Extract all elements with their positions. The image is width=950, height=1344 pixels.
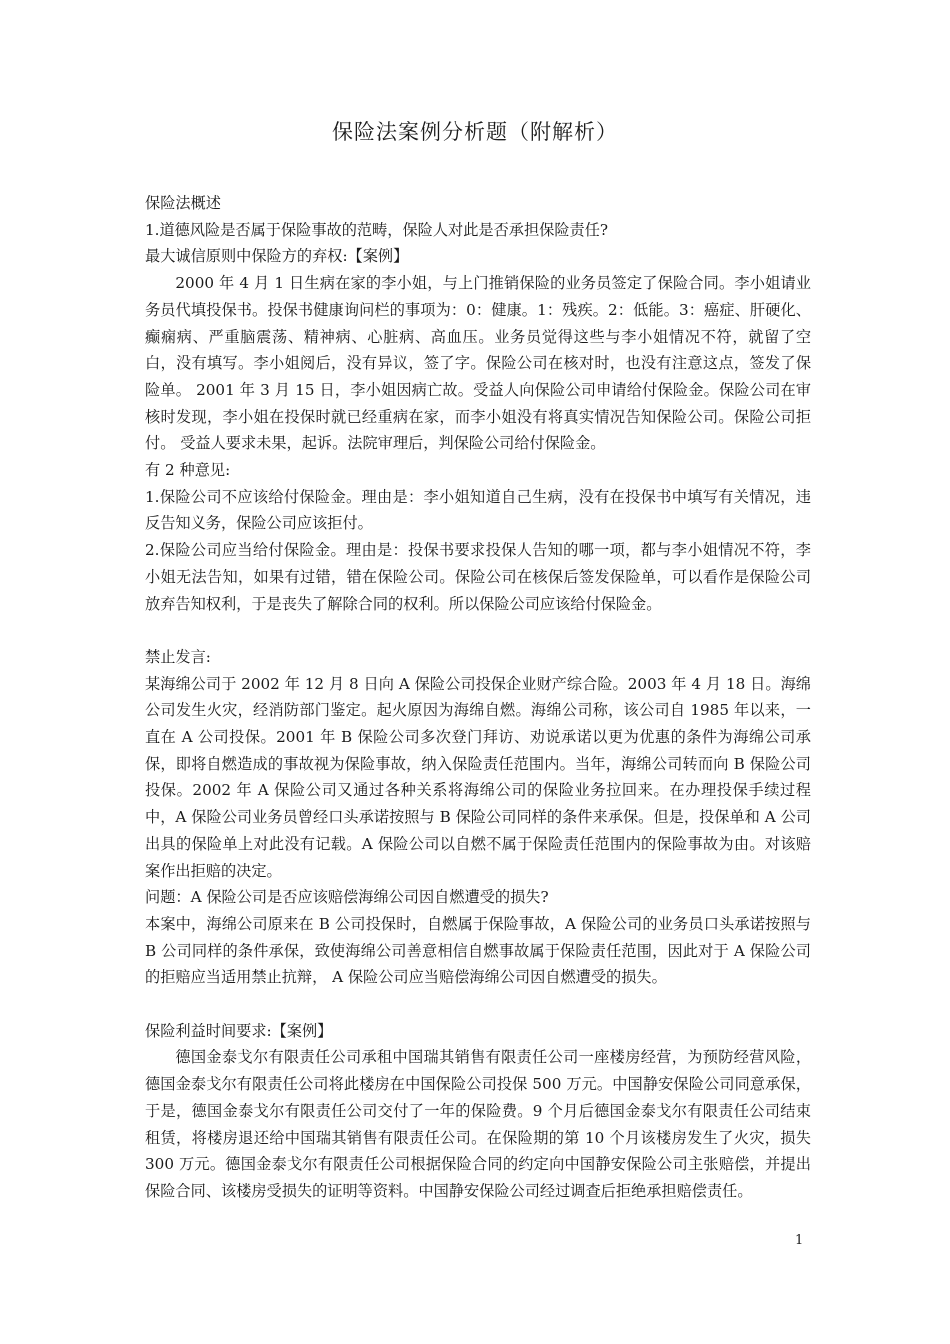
case-paragraph: 德国金泰戈尔有限责任公司承租中国瑞其销售有限责任公司一座楼房经营，为预防经营风险，德国金泰戈尔有限责任公司将此楼房在中国保险公司投保 500 万元。中国静安保险公司同意承保，于是，德国金泰戈尔有限责任公司交付了一年的保险费。9 个月后德国金泰戈尔有限责任公司结束租赁，将楼房退还给中国瑞其销售有限责任公司。在保险期的第 10 个月该楼房发生了火灾，损失 300 万元。德国金泰戈尔有限责任公司根据保险合同的约定向中国静安保险公司主张赔偿，并提出保险合同、该楼房受损失的证明等资料。中国静安保险公司经过调查后拒绝承担赔偿责任。 <box>145 1048 811 1200</box>
case-heading: 最大诚信原则中保险方的弃权:【案例】 <box>145 247 409 266</box>
opinion-paragraph: 1.保险公司不应该给付保险金。理由是：李小姐知道自己生病，没有在投保书中填写有关情况，违反告知义务，保险公司应该拒付。 <box>145 487 811 533</box>
analysis-paragraph: 本案中，海绵公司原来在 B 公司投保时，自燃属于保险事故，A 保险公司的业务员口头承诺按照与 B 公司同样的条件承保，致使海绵公司善意相信自燃事故属于保险责任范围，因此对于 A 保险公司的拒赔应当适用禁止抗辩， A 保险公司应当赔偿海绵公司因自燃遭受的损失。 <box>145 914 811 987</box>
opinions-heading: 有 2 种意见: <box>145 461 231 480</box>
opinion-paragraph: 2.保险公司应当给付保险金。理由是：投保书要求投保人告知的哪一项，都与李小姐情况不符，李小姐无法告知，如果有过错，错在保险公司。保险公司在核保后签发保险单，可以看作是保险公司放弃告知权利，于是丧失了解除合同的权利。所以保险公司应该给付保险金。 <box>145 541 811 613</box>
question-text: 1.道德风险是否属于保险事故的范畴，保险人对此是否承担保险责任? <box>145 220 609 239</box>
paragraph-gap <box>145 617 811 644</box>
document-body <box>145 190 811 1205</box>
question-text: 问题：A 保险公司是否应该赔偿海绵公司因自燃遭受的损失? <box>145 888 549 907</box>
document-title: 保险法案例分析题（附解析） <box>332 120 618 144</box>
paragraph-gap <box>145 991 811 1018</box>
section-heading: 禁止发言: <box>145 647 211 666</box>
page-number: 1 <box>795 1233 804 1248</box>
case-paragraph: 2000 年 4 月 1 日生病在家的李小姐，与上门推销保险的业务员签定了保险合同。李小姐请业务员代填投保书。投保书健康询问栏的事项为：0：健康。1：残疾。2：低能。3：癌症、肝硬化、癫痫病、严重脑震荡、精神病、心脏病、高血压。业务员觉得这些与李小姐情况不符，就留了空白，没有填写。李小姐阅后，没有异议，签了字。保险公司在核对时，也没有注意这点，签发了保险单。 2001 年 3 月 15 日，李小姐因病亡故。受益人向保险公司申请给付保险金。保险公司在审核时发现，李小姐在投保时就已经重病在家，而李小姐没有将真实情况告知保险公司。保险公司拒付。 受益人要求未果，起诉。法院审理后，判保险公司给付保险金。 <box>145 274 811 453</box>
section-heading: 保险利益时间要求:【案例】 <box>145 1021 333 1040</box>
section-heading: 保险法概述 <box>145 194 221 212</box>
case-paragraph: 某海绵公司于 2002 年 12 月 8 日向 A 保险公司投保企业财产综合险。2003 年 4 月 18 日。海绵公司发生火灾，经消防部门鉴定。起火原因为海绵自燃。海绵公司称，该公司自 1985 年以来，一直在 A 公司投保。2001 年 B 保险公司多次登门拜访、劝说承诺以更为优惠的条件为海绵公司承保，即将自燃造成的事故视为保险事故，纳入保险责任范围内。当年，海绵公司转而向 B 保险公司投保。2002 年 A 保险公司又通过各种关系将海绵公司的保险业务拉回来。在办理投保手续过程中，A 保险公司业务员曾经口头承诺按照与 B 保险公司同样的条件来承保。但是，投保单和 A 公司出具的保险单上对此没有记载。A 保险公司以自燃不属于保险责任范围内的保险事故为由。对该赔案作出拒赔的决定。 <box>145 674 811 880</box>
